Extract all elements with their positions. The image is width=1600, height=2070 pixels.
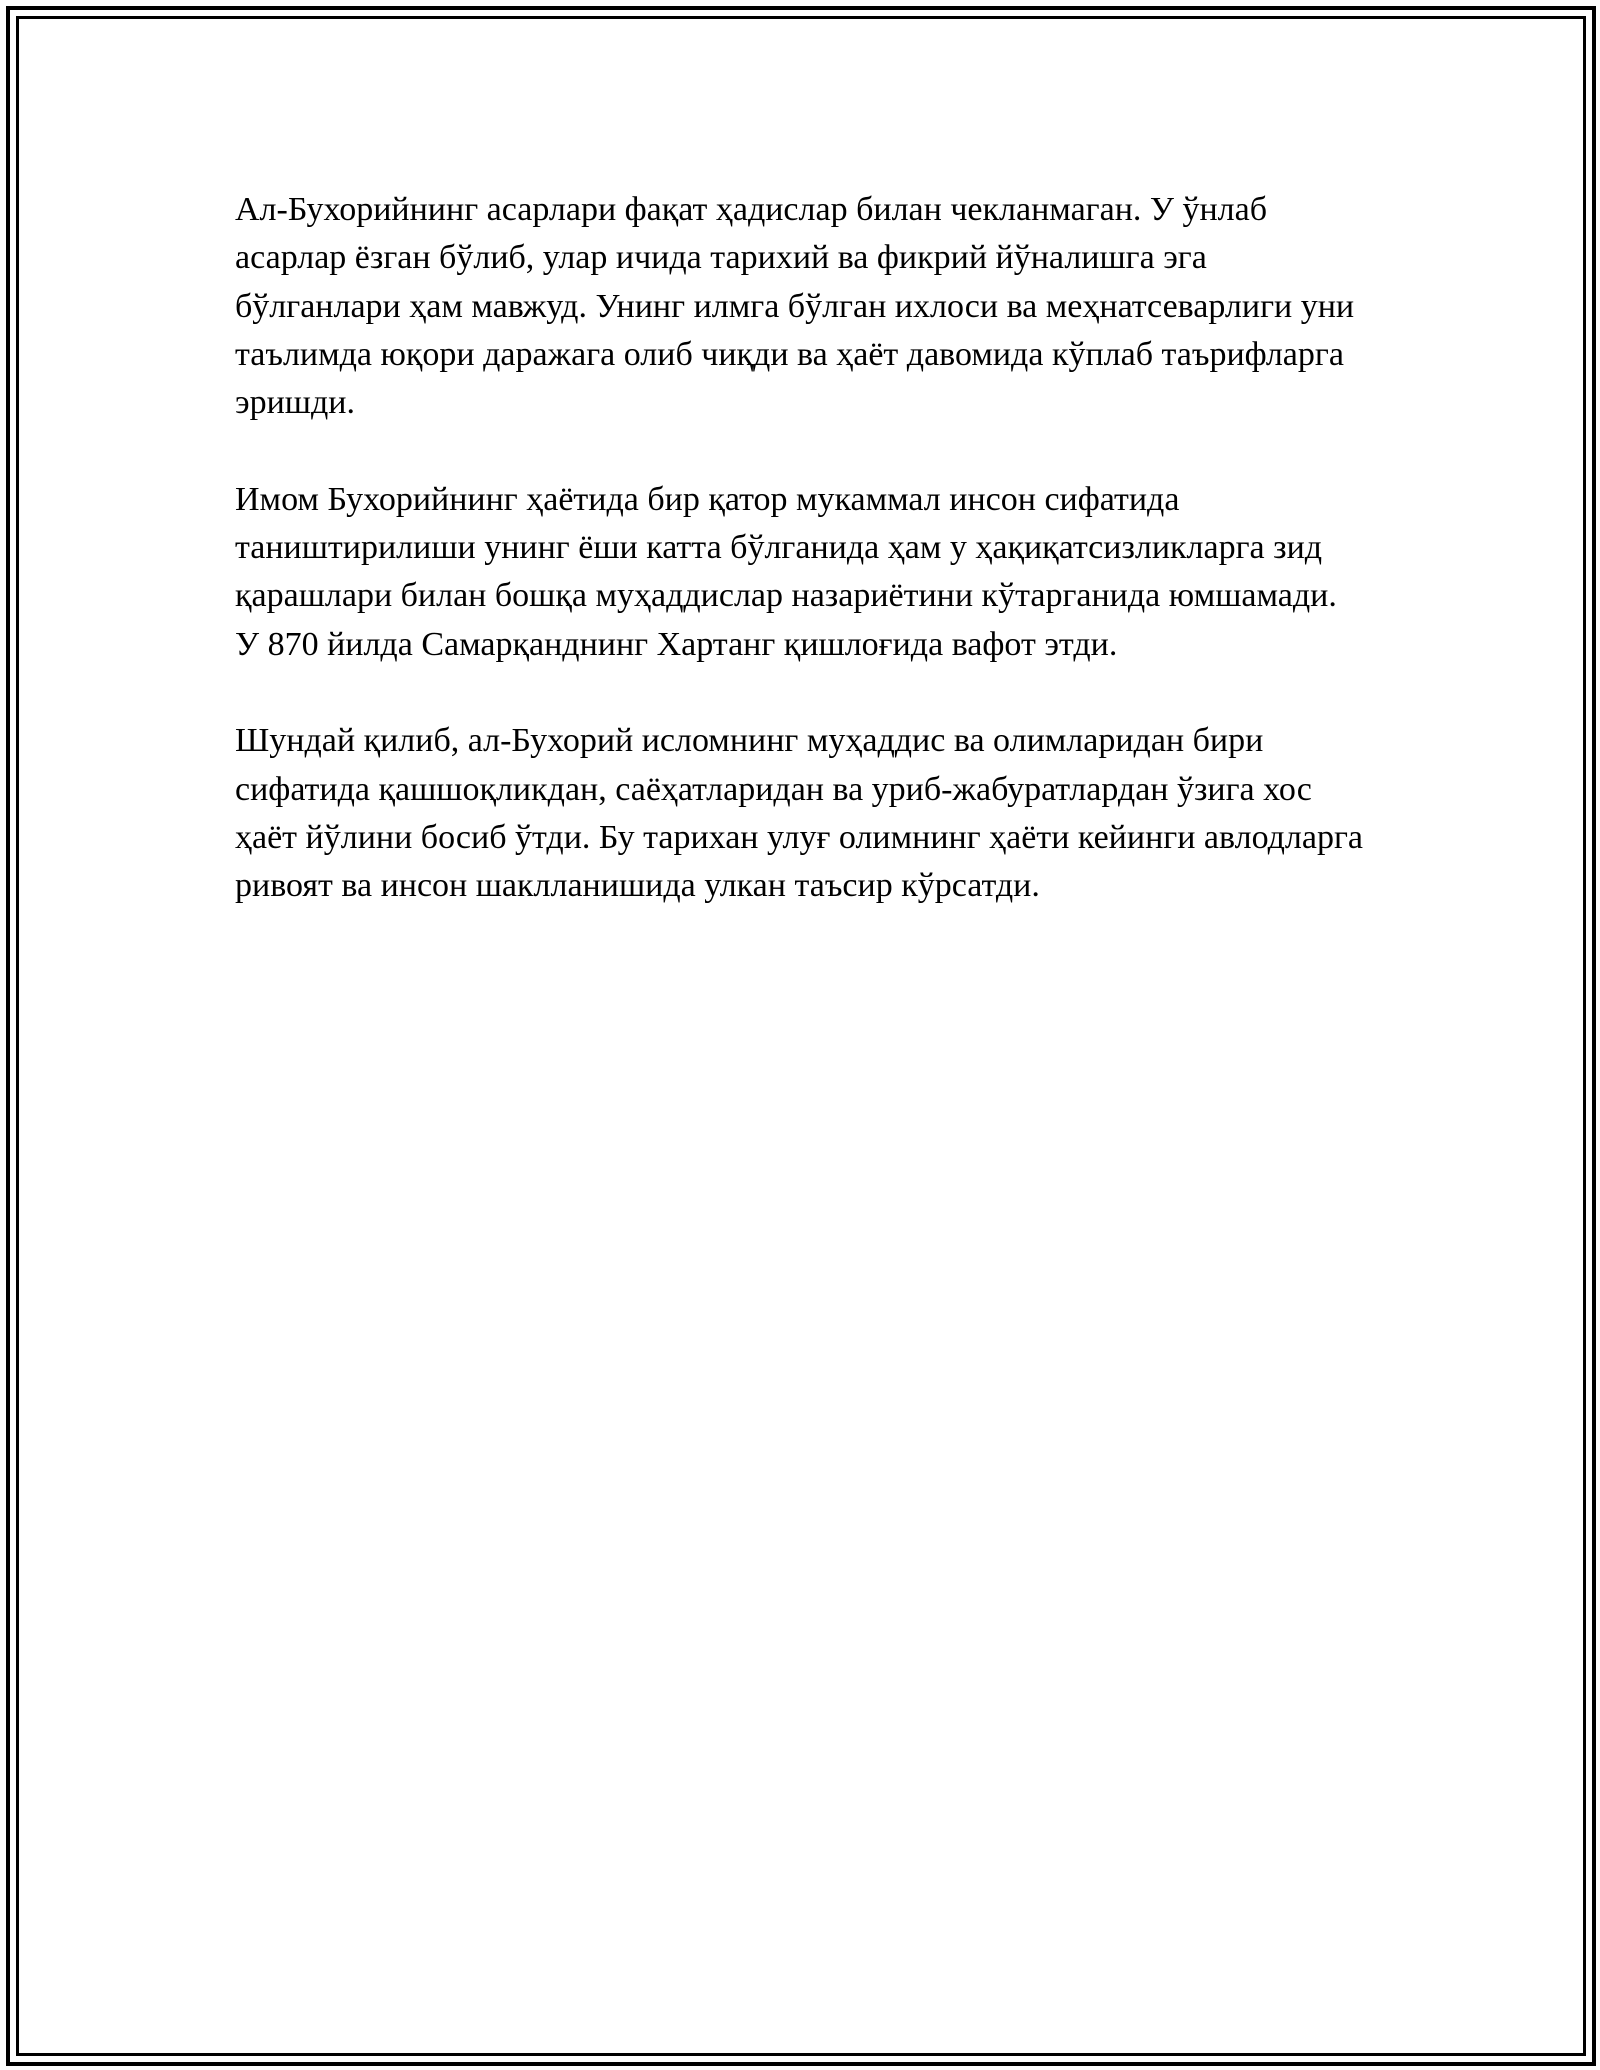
paragraph-3: Шундай қилиб, ал-Бухорий исломнинг муҳаддис ва олимларидан бири сифатида қашшоқликдан, саёҳатларидан ва уриб-жабуратлардан ўзига хос ҳаёт йўлини босиб ўтди. Бу тарихан улуғ олимнинг ҳаёти кейинги авлодларга ривоят ва инсон шаклланишида улкан таъсир кўрсатди. — [235, 722, 1363, 905]
document-body — [235, 186, 1365, 959]
paragraph-2: Имом Бухорийнинг ҳаётида бир қатор мукаммал инсон сифатида таништирилиши унинг ёши катта бўлганида ҳам у ҳақиқатсизликларга зид қарашлари билан бошқа муҳаддислар назариётини кўтарганида юмшамади. У 870 йилда Самарқанднинг Хартанг қишлоғида вафот этди. — [235, 480, 1337, 663]
paragraph-1: Ал-Бухорийнинг асарлари фақат ҳадислар билан чекланмаган. У ўнлаб асарлар ёзган бўлиб, улар ичида тарихий ва фикрий йўналишга эга бўлганлари ҳам мавжуд. Унинг илмга бўлган ихлоси ва меҳнатсеварлиги уни таълимда юқори даражага олиб чиқди ва ҳаёт давомида кўплаб таърифларга эришди. — [235, 191, 1355, 422]
